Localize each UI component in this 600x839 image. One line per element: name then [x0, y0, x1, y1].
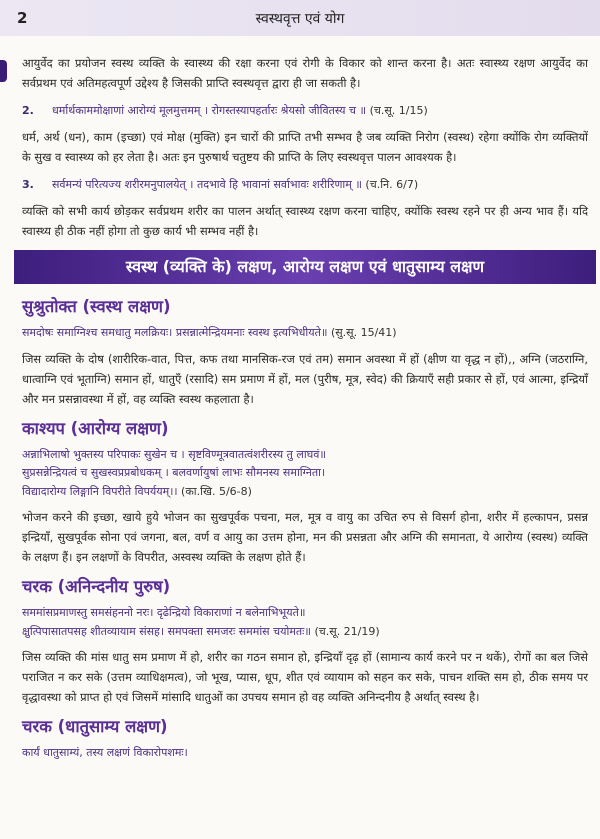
section-heading-kashyapa: काश्यप (आरोग्य लक्षण): [22, 418, 169, 438]
shloka-line: सुप्रसन्नेन्द्रियत्वं च सुखस्वप्रप्रबोधकम् । बलवर्णायुषां लाभः सौमनस्य समाग्निता।: [22, 466, 326, 479]
section-heading-sushruta: सुश्रुतोक्त (स्वस्थ लक्षण): [22, 297, 171, 316]
paragraph-sushruta: जिस व्यक्ति के दोष (शारीरिक-वात, पित्त, कफ तथा मानसिक-रज एवं तम) समान अवस्था में हों (क्षीण या वृद्ध न हों),, अग्नि (जठराग्नि, धात्वाग्नि एवं भूताग्नि) समान हों, धातुएँ (रसादि) सम प्रमाण में हों, मल (पुरीष, मूत्र, स्वेद) की क्रियाएँ सही प्रकार से हों, एवं आत्मा, इन्द्रियाँ और मन प्रसन्नावस्था में हों, वह व्यक्ति स्वस्थ कहलाता है।: [22, 351, 588, 406]
verse-3: [22, 176, 588, 194]
shloka-kashyapa: अन्नाभिलाषो भुक्तस्य परिपाकः सुखेन च । सृष्टविण्मूत्रवातत्वंशरीरस्य तु लाघवं॥ सुप्रसन्नेन्द्रियत्वं च सुखस्वप्रप्रबोधकम् । बलवर्णायुषां लाभः सौमनस्य समाग्निता। विद्यादारोग्य लिङ्गानि विपरीते विपर्ययम्।। (का.खि. 5/6-8): [22, 446, 588, 502]
section-heading-charaka-dhatusamya: चरक (धातुसाम्य लक्षण): [22, 717, 168, 736]
paragraph-3: व्यक्ति को सभी कार्य छोड़कर सर्वप्रथम शरीर का पालन अर्थात् स्वास्थ्य रक्षण करना चाहिए, क्योंकि स्वस्थ रहने पर ही अन्य भाव हैं। यदि स्वास्थ्य ही ठीक नहीं होगा तो कुछ कार्य भी सम्भव नहीं है।: [22, 204, 588, 238]
verse-text: सर्वमन्यं परित्यज्य शरीरमनुपालयेत् । तदभावे हि भावानां सर्वाभावः शरीरिणाम् ॥ (च.नि. 6/7): [52, 178, 419, 191]
shloka-charaka: सममांसप्रमाणस्तु समसंहननो नरः। दृढेन्द्रियो विकाराणां न बलेनाभिभूयते॥ क्षुत्पिपासातपसह शीतव्यायाम संसह। समपक्ता समजरः सममांस चयोमतः॥ (च.सू. 21/19): [22, 604, 588, 641]
page-number: 2: [17, 9, 28, 27]
section-banner: स्वस्थ (व्यक्ति के) लक्षण, आरोग्य लक्षण एवं धातुसाम्य लक्षण: [14, 250, 596, 284]
verse-reference: (च.नि. 6/7): [365, 178, 419, 191]
verse-reference: (च.सू. 1/15): [369, 104, 428, 117]
margin-thumb-tab: [0, 60, 7, 82]
shloka-dhatusamya: [22, 744, 588, 763]
paragraph-kashyapa: भोजन करने की इच्छा, खाये हुये भोजन का सुखपूर्वक पचना, मल, मूत्र व वायु का उचित रुप से विसर्ग होना, शरीर में हल्कापन, प्रसन्न इन्द्रियाँ, सुखपूर्वक सोना एवं जगना, बल, वर्ण व आयु का उत्तम होना, मन की प्रसन्नता और अग्नि की समानता, ये आरोग्य (स्वस्थ) व्यक्ति के लक्षण हैं। इन लक्षणों के विपरीत, अस्वस्थ व्यक्ति के लक्षण होते हैं।: [22, 510, 588, 564]
paragraph-2: धर्म, अर्थ (धन), काम (इच्छा) एवं मोक्ष (मुक्ति) इन चारों की प्राप्ति तभी सम्भव है जब व्यक्ति निरोग (स्वस्थ) रहेगा क्योंकि रोग व्यक्तियों के सुख व स्वास्थ्य को हर लेता है। अतः इन पुरुषार्थ चतुष्टय की प्राप्ति के लिए स्वस्थवृत्त पालन आवश्यक है।: [22, 130, 588, 164]
verse-2: [22, 102, 588, 120]
shloka-line: कार्यं धातुसाम्यं, तस्य लक्षणं विकारोपशमः।: [22, 746, 188, 759]
shloka-reference: (सु.सू. 15/41): [330, 326, 397, 339]
section-heading-charaka-anindaniya: चरक (अनिन्दनीय पुरुष): [22, 577, 171, 596]
shloka-reference: (च.सू. 21/19): [314, 624, 380, 638]
shloka-reference: (का.खि. 5/6-8): [181, 484, 252, 498]
verse-number: 3.: [22, 178, 34, 191]
verse-text: धर्मार्थकाममोक्षाणां आरोग्यं मूलमुत्तमम् । रोगस्तस्यापहर्तारः श्रेयसो जीवितस्य च ॥ (च.सू. 1/15): [52, 104, 428, 117]
shloka-line: सममांसप्रमाणस्तु समसंहननो नरः। दृढेन्द्रियो विकाराणां न बलेनाभिभूयते॥: [22, 606, 306, 619]
paragraph-charaka: जिस व्यक्ति की मांस धातु सम प्रमाण में हो, शरीर का गठन समान हो, इन्द्रियाँ दृढ़ हों (सामान्य कार्य करने पर न थकें), रोगों का बल जिसे पराजित न कर सके (उत्तम व्याधिक्षमत्व), जो भूख, प्यास, धूप, शीत एवं व्यायाम को सहन कर सके, पाचन शक्ति सम हो, ठीक समय पर वृद्धावस्था को प्राप्त हो एवं जिसमें मांसादि धातुओं का उपचय समान हो वह व्यक्ति अनिन्दनीय है अर्थात् स्वस्थ है।: [22, 650, 588, 704]
verse-number: 2.: [22, 104, 34, 117]
page-content: [22, 53, 588, 769]
page-header: [0, 0, 600, 36]
shloka-sushruta: समदोषः समाग्निश्च समधातु मलक्रियः। प्रसन्नात्मेन्द्रियमनाः स्वस्थ इत्यभिधीयते॥ (सु.सू. 15/41): [22, 326, 397, 339]
running-title: स्वस्थवृत्त एवं योग: [255, 11, 345, 27]
intro-paragraph: आयुर्वेद का प्रयोजन स्वस्थ व्यक्ति के स्वास्थ्य की रक्षा करना एवं रोगी के विकार को शान्त करना है। अतः स्वास्थ्य रक्षण आयुर्वेद का सर्वप्रथम एवं अतिमहत्वपूर्ण उद्देश्य है जिसकी प्राप्ति स्वस्थवृत्त द्वारा ही जा सकती है।: [22, 56, 588, 90]
shloka-line: अन्नाभिलाषो भुक्तस्य परिपाकः सुखेन च । सृष्टविण्मूत्रवातत्वंशरीरस्य तु लाघवं॥: [22, 447, 326, 461]
